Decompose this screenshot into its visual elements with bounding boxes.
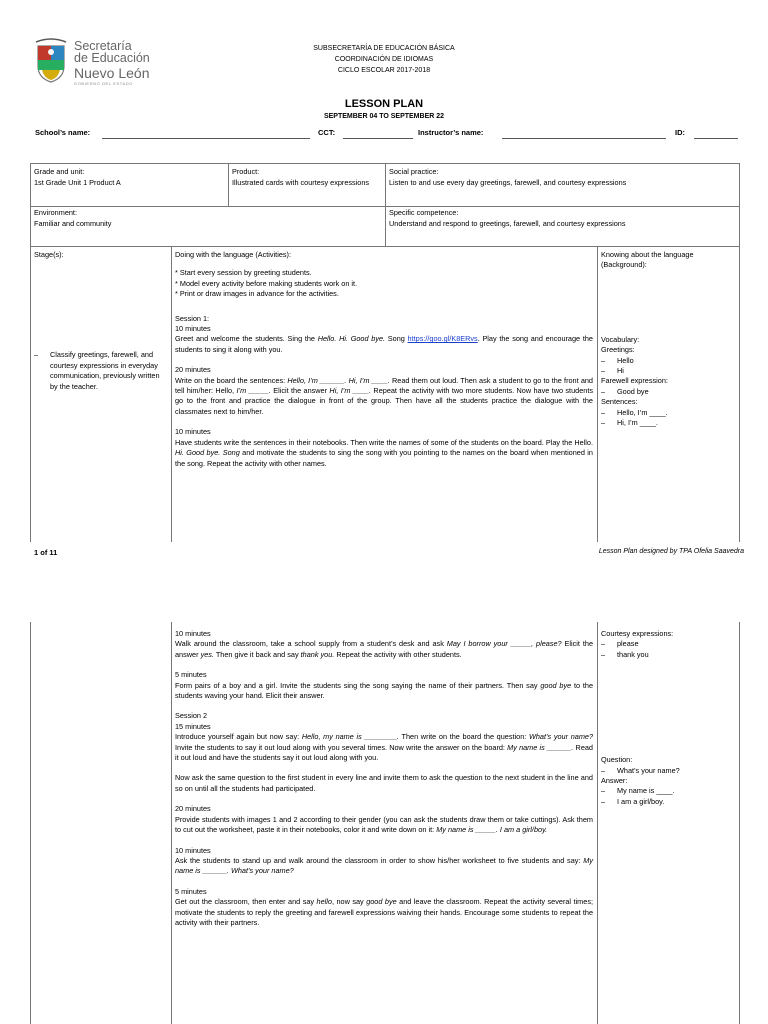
header-line3: CICLO ESCOLAR 2017-2018 [337,67,431,74]
song-link[interactable]: https://goo.gl/K8ERvs [407,334,478,344]
date-range: SEPTEMBER 04 TO SEPTEMBER 22 [323,113,445,120]
example-phrase: I’m _____. [236,386,271,396]
logo-line3: Nuevo León [74,65,150,81]
song-title: Hi. Good bye. Song [175,448,240,458]
activity-text: Greet and welcome the students. Sing the [175,334,318,344]
example-phrase: May I borrow your _____, please? [446,639,562,649]
table-border [739,163,740,247]
activities-label: Doing with the language (Activities): [175,250,291,259]
activity-paragraph [175,887,593,929]
vocab-item: – Hi [601,366,735,376]
example-phrase: Hello, I’m ______. Hi, I’m ____. [287,375,390,385]
activity-paragraph [175,629,593,660]
example-phrase: good bye [366,897,397,907]
activity-text: Elicit the answer [175,639,593,659]
activity-text: Song [385,334,408,344]
activity-text: Read them out loud. Then ask a student to go to the front and tell him/her: Hello, [175,375,593,396]
activity-time: 10 minutes [175,845,211,855]
activity-time: 10 minutes [175,324,211,334]
answer-list [601,786,735,807]
activity-paragraph [175,804,593,835]
activity-time: 20 minutes [175,365,211,375]
activities-cell-p2 [171,629,597,938]
example-phrase: My name is _____. I am a girl/boy. [436,825,548,835]
question-label: Question: [601,755,633,765]
activity-text: Get out the classroom, then enter and say [175,897,317,907]
example-phrase: Hello, my name is ________. [301,732,399,742]
instructor-line [502,138,666,139]
social-practice-label: Social practice: [389,167,439,176]
competence-cell [385,208,739,229]
background-cell-p2 [597,629,739,807]
stages-label: Stage(s): [34,250,64,259]
activity-time: 5 minutes [175,670,207,680]
id-line [694,138,738,139]
song-title: Hello. Hi. Good bye. [317,334,386,344]
farewell-list [601,387,735,397]
session2-heading: Session 2 [175,711,208,721]
activity-text: Introduce yourself again but now say: [175,732,302,742]
intro-notes [175,268,593,299]
environment-cell [30,208,385,229]
example-phrase: My name is ______. What’s your name? [175,855,593,876]
activity-time: 10 minutes [175,427,211,437]
vocab-item: – Good bye [601,387,735,397]
activity-text: Write on the board the sentences: [175,375,288,385]
environment-label: Environment: [34,208,77,217]
background-label: Knowing about the language (Background): [601,250,694,270]
greetings-label: Greetings: [601,345,635,355]
product-label: Product: [232,167,260,176]
cct-line [343,138,413,139]
activity-text: Form pairs of a boy and a girl. Invite the students sing the song saying the name of their partners. Then say [175,680,541,690]
activity-text: , now say [331,897,367,907]
stages-list [34,350,167,392]
school-name-line [102,138,310,139]
school-name-label: School’s name: [35,128,91,137]
social-practice-value: Listen to and use every day greetings, farewell, and courtesy expressions [389,177,627,187]
example-phrase: thank you. [300,649,335,659]
grade-unit-cell [30,167,228,188]
vocab-item: – Hello, I’m ____. [601,408,735,418]
vocab-item: – thank you [601,650,735,660]
intro-note: * Print or draw images in advance for the activities. [175,289,339,299]
courtesy-label: Courtesy expressions: [601,629,674,638]
vocab-item: – I am a girl/boy. [601,797,735,807]
intro-note: * Start every session by greeting students. [175,268,312,278]
activity-paragraph: Now ask the same question to the first student in every line and invite them to ask the question to the next student in the line and so on until all the students had participated. [175,773,593,793]
activity-time: 20 minutes [175,804,211,814]
intro-note: * Model every activity before making students work on it. [175,278,358,288]
vocab-item: – My name is ____. [601,786,735,796]
activity-text: and motivate the students to sing the song with you pointing to the names on the board when mentioned in the song. Repeat the activity with other names. [175,448,593,468]
competence-label: Specific competence: [389,208,459,217]
activity-time: 5 minutes [175,886,207,896]
activity-time: 10 minutes [175,629,211,638]
table-border [739,622,740,1024]
credit-line: Lesson Plan designed by TPA Ofelia Saavedra [598,548,744,555]
background-cell [597,250,739,428]
activity-paragraph [175,365,593,417]
activity-text: . Play the song and encourage the students to sing it along with you. [175,334,593,354]
id-label: ID: [675,128,685,137]
instructor-label: Instructor’s name: [418,128,484,137]
page-number: 1 of 11 [34,548,58,557]
activity-text: Then write on the board the question: [398,732,529,742]
activity-text: and leave the classroom. Repeat the activity several times; motivate the students to reply the greeting and farewell expressions waiving their hands. Encourage some students to repeat the activity with their partners. [175,897,593,927]
farewell-label: Farewell expression: [601,376,668,386]
product-cell [228,167,385,188]
sentences-label: Sentences: [601,397,638,407]
social-practice-cell [385,167,739,188]
logo-line1: Secretaría [74,39,132,53]
example-phrase: hello [316,897,332,907]
activity-text: to the students waving your hand. Elicit their answer. [175,680,594,701]
answer-label: Answer: [601,776,628,786]
activity-paragraph [175,846,593,877]
table-border [739,246,740,542]
activity-text: Have students write the sentences in their notebooks. Then write the names of some of the students on the board. Play the Hello. [175,437,593,447]
question-list [601,766,735,776]
header-line2: COORDINACIÓN DE IDIOMAS [334,56,434,63]
activity-text: Read it out loud and have the students say it out loud along with you. [175,742,593,763]
table-border [30,622,31,1024]
session1-heading: Session 1: [175,313,210,323]
example-phrase: good bye [540,680,572,690]
example-phrase: yes. [200,649,214,659]
logo-line2: de Educación [74,51,150,65]
vocab-item: – What’s your name? [601,766,735,776]
vocab-item: – please [601,639,735,649]
courtesy-list [601,639,735,660]
header-line1: SUBSECRETARÍA DE EDUCACIÓN BÁSICA [313,45,455,52]
stages-cell [30,250,171,392]
activity-text: Ask the students to stand up and walk around the classroom in order to show his/her worksheet to five students and say: [175,855,584,865]
vocabulary-label: Vocabulary: [601,334,640,344]
activity-paragraph [175,324,593,355]
activity-text: Provide students with images 1 and 2 according to their gender (you can ask the students draw them or take cuttings). Ask them to cut out the worksheet, paste it in their notebooks, color it and write down on it: [175,814,593,835]
sentences-list [601,408,735,429]
competence-value: Understand and respond to greetings, farewell, and courtesy expressions [389,218,626,228]
activity-text: Elicit the answer [270,386,330,396]
environment-value: Familiar and community [34,218,112,228]
logo-line4: GOBIERNO DEL ESTADO [74,81,133,86]
example-phrase: My name is ______. [507,742,574,752]
activity-time: 15 minutes [175,721,211,731]
activity-text: Repeat the activity with other students. [334,649,462,659]
grade-unit-label: Grade and unit: [34,167,85,176]
activity-text: Walk around the classroom, take a school supply from a student’s desk and ask [175,639,447,649]
activity-paragraph [175,427,593,469]
activity-paragraph [175,711,593,763]
greetings-list [601,356,735,377]
stage-item: – Classify greetings, farewell, and courtesy expressions in everyday communication, previously written by the teacher. [34,350,167,392]
page-title: LESSON PLAN [344,98,424,110]
cct-label: CCT: [318,128,336,137]
product-value: Illustrated cards with courtesy expressions [232,177,370,187]
example-phrase: Hi, I’m ____. [329,386,372,396]
vocab-item: – Hi, I’m ____. [601,418,735,428]
vocab-item: – Hello [601,356,735,366]
activities-cell [171,250,597,479]
activity-text: Repeat the activity with two more students. Now have two students go to the front and practice the dialogue in front of the group. Then have all the students practice the dialogue with the classmates next to him/her. [175,386,593,416]
activity-text: Then give it back and say [213,649,301,659]
activity-paragraph [175,670,593,701]
example-phrase: What’s your name? [528,732,594,742]
grade-unit-value: 1st Grade Unit 1 Product A [34,177,121,187]
activity-text: Invite the students to say it out loud along with you several times. Now write the answer on the board: [175,742,508,752]
